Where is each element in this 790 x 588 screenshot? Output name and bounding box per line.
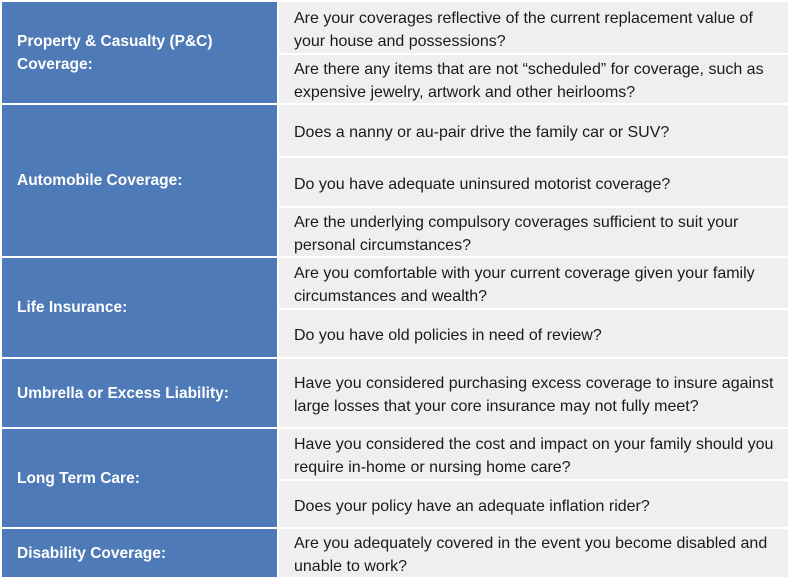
section-label: Property & Casualty (P&C) Coverage: [2, 2, 279, 103]
question-text: Does your policy have an adequate inflation rider? [294, 497, 650, 515]
question-cell [279, 156, 788, 206]
question-cell [279, 359, 788, 427]
question-text: Have you considered the cost and impact on your family should you require in-home or nursing home care? [294, 436, 774, 476]
coverage-checklist-table [2, 2, 788, 577]
question-list [279, 429, 788, 527]
question-cell [279, 529, 788, 577]
question-text: Do you have old policies in need of review? [294, 327, 602, 344]
question-text: Does a nanny or au-pair drive the family car or SUV? [294, 124, 670, 141]
section-label: Life Insurance: [2, 258, 279, 357]
question-text: Are the underlying compulsory coverages sufficient to suit your personal circumstances? [294, 214, 739, 254]
section-umbrella-liability [2, 359, 788, 429]
question-list [279, 359, 788, 427]
question-cell [279, 2, 788, 53]
question-text: Are there any items that are not “scheduled” for coverage, such as expensive jewelry, artwork and other heirlooms? [294, 61, 764, 101]
section-label: Umbrella or Excess Liability: [2, 359, 279, 427]
question-text: Are you comfortable with your current coverage given your family circumstances and wealth? [294, 265, 755, 305]
question-text: Do you have adequate uninsured motorist coverage? [294, 175, 671, 193]
question-list [279, 529, 788, 577]
question-text: Have you considered purchasing excess coverage to insure against large losses that your core insurance may not fully meet? [294, 375, 774, 415]
section-label: Automobile Coverage: [2, 105, 279, 256]
question-cell [279, 429, 788, 479]
question-cell [279, 206, 788, 256]
section-long-term-care [2, 429, 788, 529]
question-list [279, 105, 788, 256]
question-cell [279, 308, 788, 357]
section-property-casualty [2, 2, 788, 105]
section-automobile [2, 105, 788, 258]
section-disability [2, 529, 788, 577]
question-cell [279, 258, 788, 308]
section-label: Disability Coverage: [2, 529, 279, 577]
section-label: Long Term Care: [2, 429, 279, 527]
question-list [279, 2, 788, 103]
section-life-insurance [2, 258, 788, 359]
question-cell [279, 479, 788, 527]
question-cell [279, 53, 788, 103]
question-text: Are you adequately covered in the event you become disabled and unable to work? [294, 535, 768, 575]
question-text: Are your coverages reflective of the current replacement value of your house and possessions? [294, 9, 753, 50]
question-list [279, 258, 788, 357]
question-cell [279, 105, 788, 156]
